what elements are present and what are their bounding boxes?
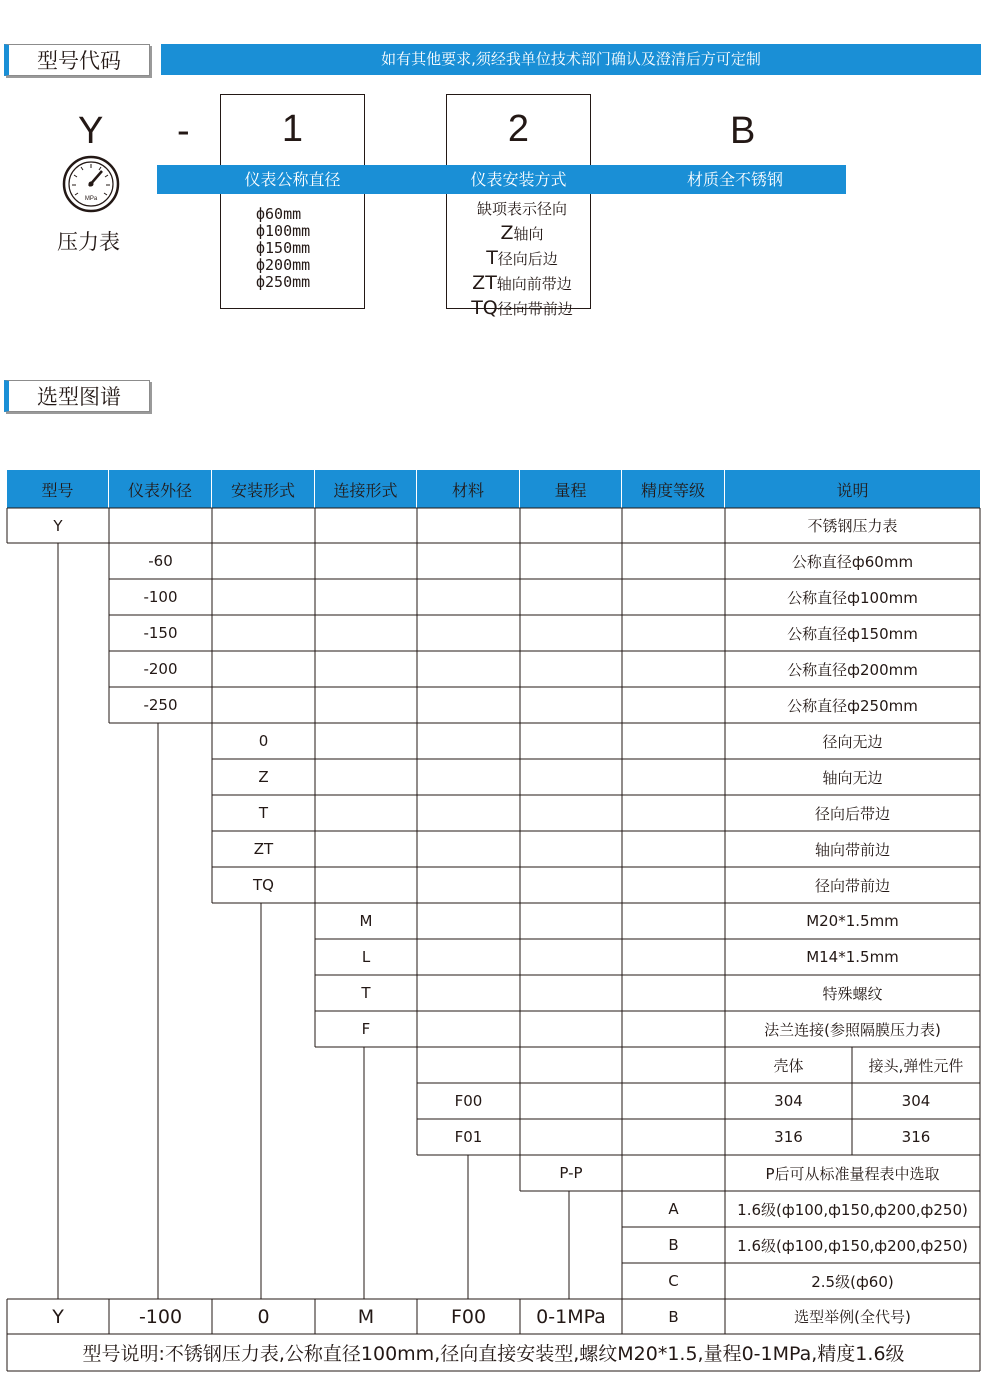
table-cell-material-code: F00 xyxy=(454,1092,483,1110)
table-cell-accuracy-desc: 1.6级(ф100,ф150,ф200,ф250) xyxy=(737,1200,968,1219)
col-header-connection: 连接形式 xyxy=(315,470,417,508)
example-cell-desc: 选型举例(全代号) xyxy=(794,1308,911,1326)
gauge-label: 压力表 xyxy=(57,230,120,254)
code-b: B xyxy=(730,110,756,152)
table-cell-mount-desc: 径向带前边 xyxy=(814,876,890,895)
table-cell-material-joint-header: 接头,弹性元件 xyxy=(868,1056,964,1075)
list-item: T径向后边 xyxy=(486,247,558,269)
list-item: ф250mm xyxy=(256,273,311,291)
table-cell-conn-code: L xyxy=(361,948,371,966)
table-cell-diam-desc: 公称直径ф60mm xyxy=(791,552,914,571)
table-cell-accuracy-desc: 1.6级(ф100,ф150,ф200,ф250) xyxy=(737,1236,968,1255)
table-cell-diam-code: -100 xyxy=(143,588,178,606)
col-header-diameter: 仪表外径 xyxy=(109,470,212,508)
bar-label-material: 材质全不锈钢 xyxy=(686,170,783,189)
table-cell-material-joint: 304 xyxy=(901,1092,931,1110)
table-cell-mount-desc: 轴向无边 xyxy=(822,768,883,787)
col-header-mount: 安装形式 xyxy=(212,470,315,508)
table-cell-mount-code: T xyxy=(258,804,269,822)
table-cell-accuracy-code: C xyxy=(668,1272,679,1290)
example-cell-range: 0-1MPa xyxy=(536,1305,606,1328)
section-title-selection: 选型图谱 xyxy=(4,380,150,412)
table-cell-mount-desc: 径向后带边 xyxy=(814,804,890,823)
table-cell-conn-desc: 特殊螺纹 xyxy=(822,984,883,1003)
example-cell-material: F00 xyxy=(450,1305,487,1328)
code-y: Y xyxy=(78,110,104,152)
code-digit-2: 2 xyxy=(507,108,530,150)
table-cell-range-desc: P后可从标准量程表中选取 xyxy=(765,1164,940,1183)
list-item: ф150mm xyxy=(256,239,311,257)
example-cell-connection: M xyxy=(357,1305,375,1328)
table-cell-mount-code: ZT xyxy=(253,840,274,858)
table-cell-type-code: Y xyxy=(53,516,63,535)
table-cell-mount-code: Z xyxy=(258,768,269,786)
bar-label-diameter: 仪表公称直径 xyxy=(244,170,341,189)
example-cell-mount: 0 xyxy=(257,1305,270,1328)
table-cell-conn-code: F xyxy=(361,1020,371,1038)
list-item: 缺项表示径向 xyxy=(476,200,567,218)
list-item: ф60mm xyxy=(256,205,302,223)
table-cell-conn-desc: M20*1.5mm xyxy=(806,912,899,930)
table-cell-range-code: P-P xyxy=(559,1164,583,1182)
example-cell-diameter: -100 xyxy=(138,1305,183,1328)
table-cell-conn-code: T xyxy=(361,984,371,1002)
custom-note-banner: 如有其他要求,须经我单位技术部门确认及澄清后方可定制 xyxy=(161,44,981,75)
table-cell-diam-desc: 公称直径ф200mm xyxy=(787,660,918,679)
table-cell-mount-code: TQ xyxy=(253,876,274,894)
list-item: ф100mm xyxy=(256,222,311,240)
table-cell-diam-code: -200 xyxy=(143,660,178,678)
col-header-model: 型号 xyxy=(7,470,109,508)
list-item: TQ径向带前边 xyxy=(471,297,573,319)
table-cell-accuracy-desc: 2.5级(ф60) xyxy=(811,1272,894,1291)
table-cell-diam-desc: 公称直径ф150mm xyxy=(787,624,918,643)
code-dash: - xyxy=(177,110,190,152)
list-item: Z轴向 xyxy=(500,222,544,244)
list-item: ф200mm xyxy=(256,256,311,274)
table-cell-material-shell: 316 xyxy=(774,1128,803,1146)
table-cell-conn-desc: 法兰连接(参照隔膜压力表) xyxy=(764,1020,941,1039)
table-cell-conn-code: M xyxy=(359,912,373,930)
table-cell-mount-desc: 径向无边 xyxy=(822,732,883,751)
table-cell-diam-code: -60 xyxy=(148,552,173,570)
section-title-model-code: 型号代码 xyxy=(4,44,150,76)
bar-label-mount: 仪表安装方式 xyxy=(470,170,567,189)
table-cell-mount-code: 0 xyxy=(258,732,269,750)
table-cell-material-shell-header: 壳体 xyxy=(773,1056,804,1075)
list-item: ZT轴向前带边 xyxy=(472,272,572,294)
table-cell-material-code: F01 xyxy=(454,1128,483,1146)
table-cell-type-desc: 不锈钢压力表 xyxy=(807,517,898,535)
table-cell-accuracy-code: A xyxy=(668,1200,679,1218)
table-cell-material-shell: 304 xyxy=(774,1092,803,1110)
table-cell-material-joint: 316 xyxy=(901,1128,931,1146)
table-cell-conn-desc: M14*1.5mm xyxy=(806,948,899,966)
table-cell-diam-code: -250 xyxy=(143,696,178,714)
col-header-accuracy: 精度等级 xyxy=(622,470,725,508)
table-cell-diam-desc: 公称直径ф250mm xyxy=(787,696,918,715)
table-cell-diam-desc: 公称直径ф100mm xyxy=(787,588,918,607)
col-header-range: 量程 xyxy=(520,470,622,508)
gauge-unit: MPa xyxy=(84,196,98,202)
table-cell-mount-desc: 轴向带前边 xyxy=(814,840,890,859)
example-cell-model: Y xyxy=(52,1305,64,1328)
code-digit-1: 1 xyxy=(281,108,304,150)
col-header-material: 材料 xyxy=(417,470,520,508)
col-header-description: 说明 xyxy=(725,470,980,508)
example-cell-accuracy: B xyxy=(668,1307,679,1326)
model-explanation-note: 型号说明:不锈钢压力表,公称直径100mm,径向直接安装型,螺纹M20*1.5,量程0-1MPa,精度1.6级 xyxy=(82,1343,905,1365)
table-cell-diam-code: -150 xyxy=(143,624,178,642)
table-cell-accuracy-code: B xyxy=(668,1236,679,1254)
